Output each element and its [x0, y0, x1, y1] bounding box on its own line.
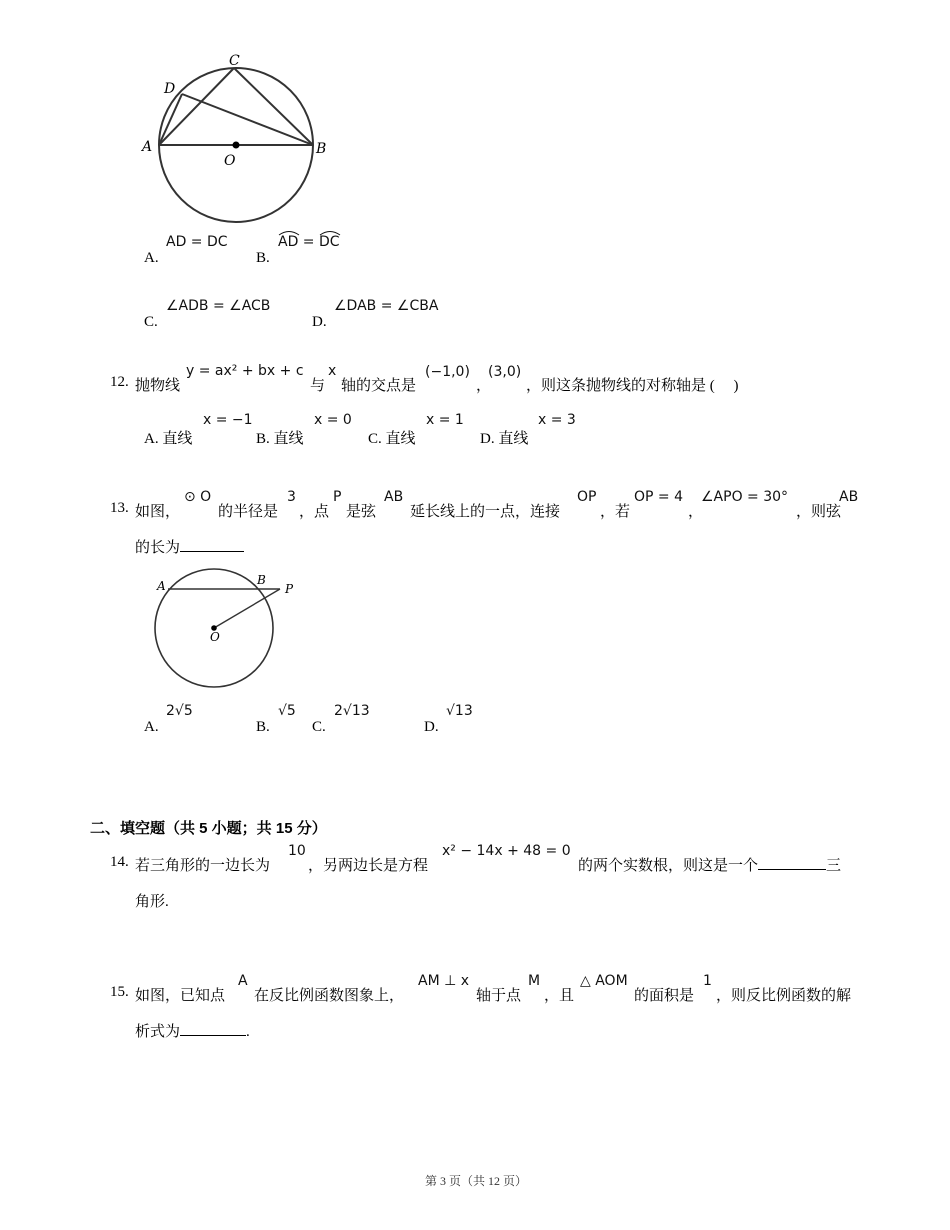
- q11-option-a-letter: A.: [144, 250, 159, 266]
- q11-option-b-letter: B.: [256, 250, 270, 266]
- q13-math-7: ∠APO = 30°: [701, 489, 789, 505]
- q12-math-2: x: [328, 363, 337, 379]
- q11-option-c-expr: ∠ADB = ∠ACB: [166, 298, 271, 314]
- q15-number: 15.: [110, 984, 129, 1000]
- q15-text-1: 如图，已知点: [135, 988, 226, 1004]
- q15-math-5: 1: [703, 973, 712, 989]
- q13-text-6: ，若: [600, 504, 631, 520]
- q11-center-dot: [233, 142, 240, 149]
- q14-math-2: x² − 14x + 48 = 0: [442, 843, 571, 859]
- q15-math-1: A: [238, 973, 248, 989]
- q12-text-5: ，则这条抛物线的对称轴是 ( ): [526, 378, 739, 394]
- q11-option-c-letter: C.: [144, 314, 158, 330]
- q13-text-5: 延长线上的一点，连接: [410, 504, 561, 520]
- q15-line-2-text: 析式为: [135, 1024, 181, 1040]
- q12-math-1: y = ax² + bx + c: [186, 363, 304, 379]
- q11-option-a-expr: AD = DC: [166, 234, 228, 250]
- q11-option-d-letter: D.: [312, 314, 327, 330]
- q15-answer-blank[interactable]: [180, 1035, 246, 1036]
- q15-line-2: [135, 1020, 250, 1041]
- q14-text-3: [578, 854, 841, 875]
- q13-math-8: AB: [839, 489, 859, 505]
- q13-math-2: 3: [287, 489, 296, 505]
- q13-figure: [145, 562, 315, 697]
- q13-line-2: [135, 536, 244, 557]
- q11-figure: [130, 45, 350, 235]
- q13-option-d-letter: D.: [424, 719, 439, 735]
- q15-math-3: M: [528, 973, 541, 989]
- q13-answer-blank[interactable]: [180, 551, 244, 552]
- q13-math-5: OP: [577, 489, 597, 505]
- q13-text-7: ，: [688, 504, 704, 520]
- q12-math-4: (3,0): [488, 364, 522, 380]
- q13-math-4: AB: [384, 489, 404, 505]
- q12-option-d-expr: x = 3: [538, 412, 576, 428]
- q14-text-4: 三: [826, 858, 842, 874]
- q11-arc-dc: DC: [319, 234, 340, 250]
- q15-text-2: 在反比例函数图象上，: [254, 988, 405, 1004]
- q13-text-3: ，点: [299, 504, 330, 520]
- q14-line-2: 角形.: [135, 894, 169, 910]
- q11-chord-db: [182, 94, 313, 145]
- q14-answer-blank[interactable]: [758, 869, 826, 870]
- q12-number: 12.: [110, 374, 129, 390]
- q13-option-d-expr: √13: [446, 703, 473, 719]
- q14-math-1: 10: [288, 843, 306, 859]
- q12-option-a-expr: x = −1: [203, 412, 253, 428]
- q15-text-3: 轴于点: [476, 988, 522, 1004]
- q12-option-c-letter: C. 直线: [368, 431, 416, 447]
- q13-label-b: B: [257, 573, 266, 587]
- q15-line-2-end: .: [246, 1024, 250, 1040]
- q12-math-3: (−1,0): [425, 364, 470, 380]
- q12-option-b-letter: B. 直线: [256, 431, 304, 447]
- q15-text-4: ，且: [544, 988, 575, 1004]
- q15-math-4: △ AOM: [580, 973, 628, 989]
- q14-text-2: ，另两边长是方程: [308, 858, 429, 874]
- q12-option-c-expr: x = 1: [426, 412, 464, 428]
- q12-text-2: 与: [310, 378, 326, 394]
- q13-text-1: 如图，: [135, 504, 181, 520]
- q12-text-3: 轴的交点是: [341, 378, 417, 394]
- q11-label-d: D: [164, 81, 176, 97]
- q13-option-a-expr: 2√5: [166, 703, 193, 719]
- q12-text-4: ，: [476, 378, 492, 394]
- q13-option-c-expr: 2√13: [334, 703, 370, 719]
- q13-label-o: O: [210, 630, 220, 644]
- q11-label-a: A: [142, 139, 153, 155]
- q11-option-d-expr: ∠DAB = ∠CBA: [334, 298, 439, 314]
- q13-option-c-letter: C.: [312, 719, 326, 735]
- q15-math-2: AM ⊥ x: [418, 973, 470, 989]
- q14-text-3-label: 的两个实数根，则这是一个: [578, 858, 759, 874]
- q15-text-6: ，则反比例函数的解: [716, 988, 852, 1004]
- q11-label-o: O: [224, 153, 236, 169]
- q13-math-3: P: [333, 489, 342, 505]
- q12-option-b-expr: x = 0: [314, 412, 352, 428]
- q11-label-c: C: [229, 53, 240, 69]
- q13-label-p: P: [285, 582, 294, 596]
- q13-line-2-text: 的长为: [135, 540, 181, 556]
- section-title: 二、填空题（共 5 小题；共 15 分）: [90, 820, 327, 837]
- q13-option-b-letter: B.: [256, 719, 270, 735]
- q11-option-b-expr: AD = DC: [278, 234, 340, 250]
- q13-label-a: A: [157, 579, 166, 593]
- q11-label-b: B: [316, 141, 327, 157]
- page-footer: 第 3 页（共 12 页）: [425, 1174, 528, 1188]
- q13-number: 13.: [110, 500, 129, 516]
- q12-option-a-letter: A. 直线: [144, 431, 193, 447]
- q11-arc-ad: AD: [278, 234, 298, 250]
- q13-text-4: 是弦: [346, 504, 377, 520]
- q14-text-1: 若三角形的一边长为: [135, 858, 271, 874]
- q14-number: 14.: [110, 854, 129, 870]
- q11-chord-cb: [234, 68, 313, 145]
- q13-option-a-letter: A.: [144, 719, 159, 735]
- q13-math-1: ⊙ O: [184, 489, 212, 505]
- q15-text-5: 的面积是: [634, 988, 695, 1004]
- q12-text-1: 抛物线: [135, 378, 181, 394]
- q13-math-6: OP = 4: [634, 489, 683, 505]
- q12-option-d-letter: D. 直线: [480, 431, 529, 447]
- q13-text-2: 的半径是: [218, 504, 279, 520]
- q13-text-8: ，则弦: [796, 504, 842, 520]
- q13-option-b-expr: √5: [278, 703, 296, 719]
